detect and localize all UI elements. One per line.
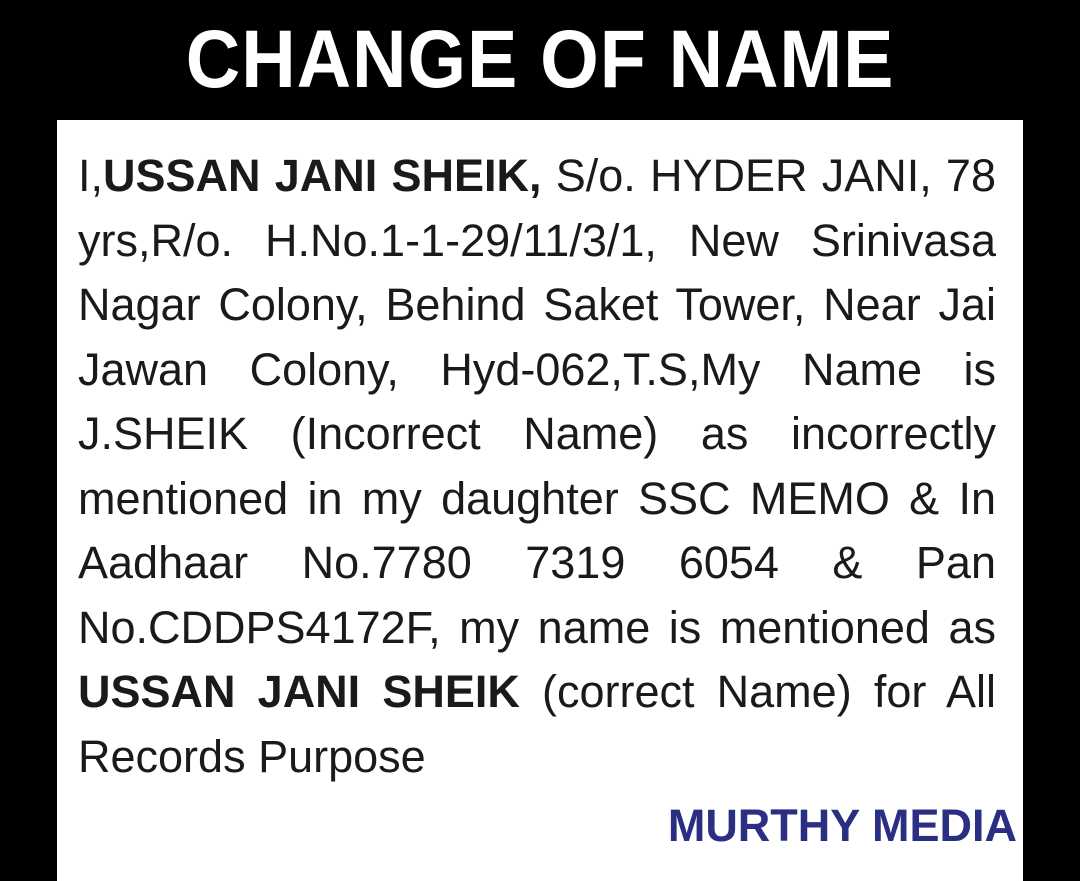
notice-body [78,144,996,789]
notice-line-6: mentioned in my daughter SSC MEMO & In [78,472,996,524]
notice-line-10: Records Purpose [78,730,426,782]
notice-header [57,0,1023,120]
applicant-name-bold: USSAN JANI SHEIK, [103,150,542,201]
notice-line-8: No.CDDPS4172F, my name is mentioned as [78,601,996,653]
notice-line-2: yrs,R/o. H.No.1-1-29/11/3/1, New Srinivasa [78,214,996,266]
notice-line-9 [78,660,996,725]
line-1-pre: I, [78,150,104,201]
notice-line-1 [78,144,996,209]
publisher-signature: MURTHY MEDIA [667,800,1017,851]
line-9-post: (correct Name) for All [519,666,996,717]
notice-title: CHANGE OF NAME [185,14,895,105]
notice-line-4: Jawan Colony, Hyd-062,T.S,My Name is [78,343,996,395]
correct-name-bold: USSAN JANI SHEIK [78,666,520,717]
notice-line-5: J.SHEIK (Incorrect Name) as incorrectly [78,408,996,459]
notice-line-7: Aadhaar No.7780 7319 6054 & Pan [78,537,996,588]
notice-paper [57,0,1023,881]
notice-line-3: Nagar Colony, Behind Saket Tower, Near Jai [78,279,996,330]
line-1-post: S/o. HYDER JANI, 78 [541,150,996,201]
